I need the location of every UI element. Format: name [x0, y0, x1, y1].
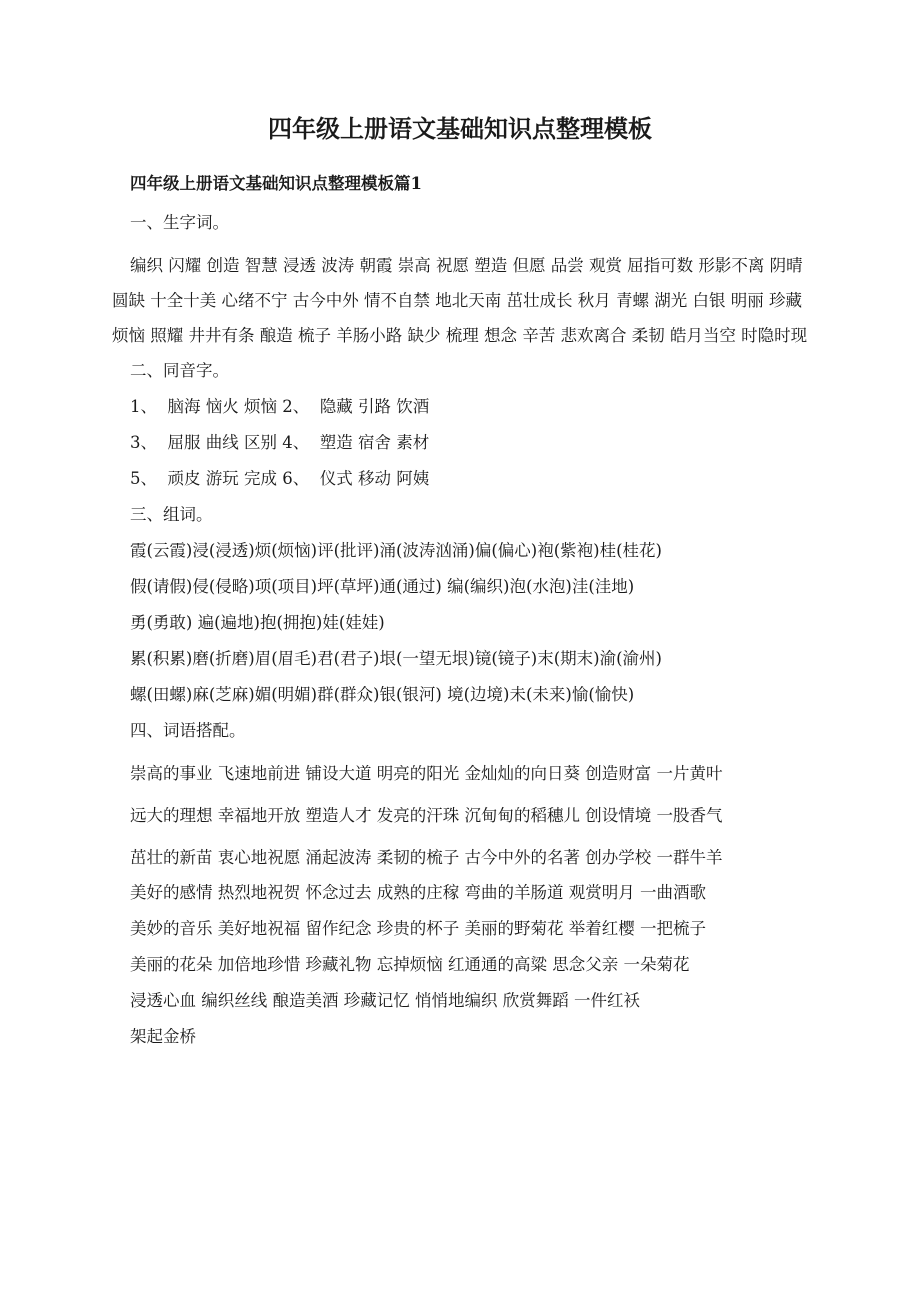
collocation-line: 崇高的事业 飞速地前进 铺设大道 明亮的阳光 金灿灿的向日葵 创造财富 一片黄叶	[130, 764, 723, 783]
word-forming-line: 累(积累)磨(折磨)眉(眉毛)君(君子)垠(一望无垠)镜(镜子)末(期末)渝(渝州)	[130, 649, 662, 668]
section-heading-collocations: 四、词语搭配。	[130, 721, 246, 740]
collocation-line: 美好的感情 热烈地祝贺 怀念过去 成熟的庄稼 弯曲的羊肠道 观赏明月 一曲酒歌	[130, 883, 706, 902]
collocation-line: 浸透心血 编织丝线 酿造美酒 珍藏记忆 悄悄地编织 欣赏舞蹈 一件红袄	[130, 991, 640, 1010]
homophone-line: 3、 屈服 曲线 区别 4、 塑造 宿舍 素材	[130, 433, 430, 452]
collocation-line: 远大的理想 幸福地开放 塑造人才 发亮的汗珠 沉甸甸的稻穗儿 创设情境 一股香气	[130, 806, 723, 825]
homophone-line: 1、 脑海 恼火 烦恼 2、 隐藏 引路 饮酒	[130, 397, 430, 416]
word-forming-line: 螺(田螺)麻(芝麻)媚(明媚)群(群众)银(银河) 境(边境)未(未来)愉(愉快)	[130, 685, 635, 704]
word-forming-line: 霞(云霞)浸(浸透)烦(烦恼)评(批评)涌(波涛汹涌)偏(偏心)袍(紫袍)桂(桂花)	[130, 541, 662, 560]
vocabulary-words: 编织 闪耀 创造 智慧 浸透 波涛 朝霞 崇高 祝愿 塑造 但愿 品尝 观赏 屈指可数 形影不离 阴晴圆缺 十全十美 心绪不宁 古今中外 情不自禁 地北天南 茁壮成长 秋月 青螺 湖光 白银 明丽 珍藏 烦恼 照耀 井井有条 酿造 梳子 羊肠小路 缺少 梳理 想念 辛苦 悲欢离合 柔韧 皓月当空 时隐时现	[112, 256, 808, 345]
section-heading-word-forming: 三、组词。	[130, 505, 213, 524]
homophone-line: 5、 顽皮 游玩 完成 6、 仪式 移动 阿姨	[130, 469, 430, 488]
word-forming-line: 假(请假)侵(侵略)项(项目)坪(草坪)通(通过) 编(编织)泡(水泡)洼(洼地)	[130, 577, 635, 596]
word-forming-line: 勇(勇敢) 遍(遍地)抱(拥抱)娃(娃娃)	[130, 613, 385, 632]
collocation-line: 美丽的花朵 加倍地珍惜 珍藏礼物 忘掉烦恼 红通通的高粱 思念父亲 一朵菊花	[130, 955, 690, 974]
section-heading-homophones: 二、同音字。	[130, 361, 229, 380]
collocation-line: 架起金桥	[130, 1027, 196, 1046]
collocation-line: 美妙的音乐 美好地祝福 留作纪念 珍贵的杯子 美丽的野菊花 举着红樱 一把梳子	[130, 919, 706, 938]
document-subtitle: 四年级上册语文基础知识点整理模板篇1	[130, 174, 422, 193]
document-title: 四年级上册语文基础知识点整理模板	[268, 114, 652, 143]
section-heading-vocabulary: 一、生字词。	[130, 213, 229, 232]
collocation-line: 茁壮的新苗 衷心地祝愿 涌起波涛 柔韧的梳子 古今中外的名著 创办学校 一群牛羊	[130, 848, 723, 867]
document-body	[112, 205, 812, 1055]
